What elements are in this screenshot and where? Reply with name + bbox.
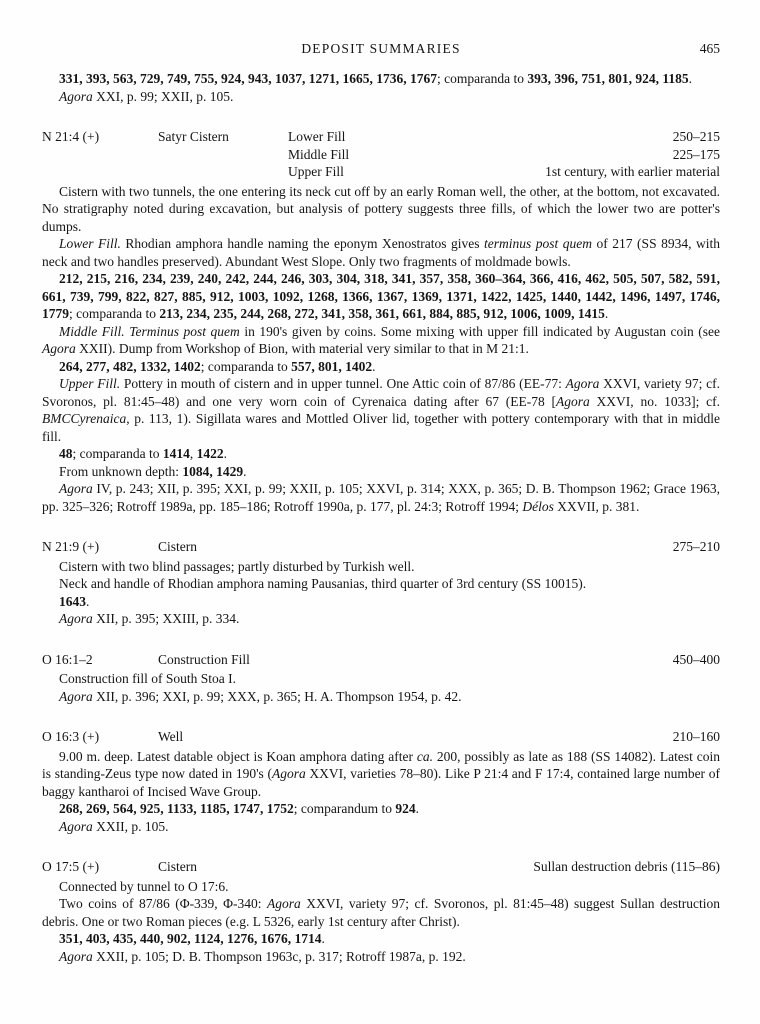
deposit-id: O 16:3 (+): [42, 729, 100, 744]
catalog-numbers-paragraph: 264, 277, 482, 1332, 1402; comparanda to 557, 801, 1402.: [59, 358, 376, 374]
deposit-section-o16-1-2: [42, 651, 720, 706]
catalog-numbers-paragraph: 212, 215, 216, 234, 239, 240, 242, 244, 246, 303, 304, 318, 341, 357, 358, 360–364, 366, 416, 462, 505, 507, 582, 591, 661, 739, 799, 822, 827, 885, 912, 1003, 1092, 1268, 1366, 1367, 1369, 1371, 1422, 1425, 1440, 1442, 1496, 1497, 1746, 1779; comparanda to 213, 234, 235, 244, 268, 272, 341, 358, 361, 661, 884, 885, 912, 1006, 1009, 1415.: [42, 271, 720, 321]
catalog-numbers-paragraph: 331, 393, 563, 729, 749, 755, 924, 943, 1037, 1271, 1665, 1736, 1767; comparanda to 393, 396, 751, 801, 924, 1185.: [59, 71, 692, 86]
deposit-name: Well: [158, 729, 184, 744]
page-header: [42, 40, 720, 58]
citation-paragraph: Agora XII, p. 396; XXI, p. 99; XXX, p. 365; H. A. Thompson 1954, p. 42.: [59, 688, 462, 704]
description-paragraph: 9.00 m. deep. Latest datable object is Koan amphora dating after ca. 200, possibly as late as 188 (SS 14082). Latest coin is standing-Zeus type now dated in 190's (Agora XXVI, varieties 78–80). Like P 21:4 and F 17:4, contained large number of baggy kantharoi of Incised Wave Group.: [42, 748, 720, 799]
deposit-name: Construction Fill: [158, 651, 250, 667]
deposit-name: Satyr Cistern: [158, 129, 229, 144]
catalog-numbers-paragraph: 48; comparanda to 1414, 1422.: [59, 446, 227, 461]
fill-row: [288, 163, 720, 181]
deposit-heading: [42, 858, 720, 876]
deposit-section-o17-5: [42, 858, 720, 965]
description-paragraph: Connected by tunnel to O 17:6.: [59, 878, 229, 894]
description-paragraph: Cistern with two blind passages; partly disturbed by Turkish well.: [59, 558, 415, 574]
deposit-section-o16-3: [42, 728, 720, 835]
deposit-heading: [42, 651, 720, 669]
deposit-id: O 16:1–2: [42, 651, 93, 667]
fill-date: 1st century, with earlier material: [545, 164, 720, 179]
fill-label: Middle Fill: [288, 146, 350, 162]
deposit-heading: [42, 538, 720, 556]
catalog-numbers-paragraph: 268, 269, 564, 925, 1133, 1185, 1747, 1752; comparandum to 924.: [59, 801, 419, 816]
fills-list: [288, 128, 720, 181]
deposit-date: Sullan destruction debris (115–86): [533, 859, 720, 874]
fill-description-paragraph: Lower Fill. Rhodian amphora handle naming the eponym Xenostratos gives terminus post quem of 217 (SS 8934, with neck and two handles preserved). Abundant West Slope. Only two fragments of moldmade bowls.: [42, 236, 720, 269]
fill-row: [288, 146, 720, 164]
fill-date: 250–215: [672, 129, 720, 144]
deposit-date: 210–160: [672, 729, 720, 744]
fill-label: Upper Fill: [288, 164, 344, 179]
page-number: 465: [699, 41, 720, 56]
continuation-block: [42, 70, 720, 105]
citation-paragraph: Agora XXI, p. 99; XXII, p. 105.: [59, 88, 234, 104]
citation-paragraph: Agora XII, p. 395; XXIII, p. 334.: [59, 611, 240, 626]
deposit-section-n21-9: [42, 538, 720, 628]
deposit-heading: [42, 128, 720, 181]
fill-label: Lower Fill: [288, 129, 346, 144]
citation-paragraph: Agora XXII, p. 105.: [59, 818, 169, 834]
deposit-date: 450–400: [672, 651, 720, 667]
fill-date: 225–175: [672, 146, 720, 162]
description-paragraph: Construction fill of South Stoa I.: [59, 671, 236, 686]
catalog-numbers-paragraph: 1643.: [59, 593, 90, 609]
catalog-numbers-paragraph: From unknown depth: 1084, 1429.: [59, 463, 247, 479]
deposit-id: N 21:9 (+): [42, 539, 100, 554]
deposit-name: Cistern: [158, 539, 197, 554]
deposit-id: N 21:4 (+): [42, 129, 100, 144]
fill-description-paragraph: Upper Fill. Pottery in mouth of cistern and in upper tunnel. One Attic coin of 87/86 (EE-77: Agora XXVI, variety 97; cf. Svoronos, pl. 81:45–48) and one very worn coin of Cyrenaica dating after 67 (EE-78 [Agora XXVI, no. 1033]; cf. BMCCyrenaica, p. 113, 1). Sigillata wares and Mottled Oliver lid, together with pottery contemporary with that in middle fill.: [42, 376, 720, 444]
citation-paragraph: Agora IV, p. 243; XII, p. 395; XXI, p. 99; XXII, p. 105; XXVI, p. 314; XXX, p. 365; D. B. Thompson 1962; Grace 1963, pp. 325–326; Rotroff 1989a, pp. 185–186; Rotroff 1990a, p. 177, pl. 24:3; Rotroff 1994; Délos XXVII, p. 381.: [42, 481, 720, 514]
deposit-id: O 17:5 (+): [42, 859, 100, 874]
fill-description-paragraph: Middle Fill. Terminus post quem in 190's given by coins. Some mixing with upper fill indicated by Augustan coin (see Agora XXII). Dump from Workshop of Bion, with material very similar to that in M 21:1.: [42, 323, 721, 356]
description-paragraph: Cistern with two tunnels, the one entering its neck cut off by an early Roman well, the other, at the bottom, not excavated. No stratigraphy noted during excavation, but analysis of pottery suggests three fills, of which the lower two are potter's dumps.: [42, 183, 720, 234]
running-head: DEPOSIT SUMMARIES: [301, 41, 461, 56]
description-paragraph: Two coins of 87/86 (Φ-339, Φ-340: Agora XXVI, variety 97; cf. Svoronos, pl. 81:45–48) suggest Sullan destruction debris. One or two Roman pieces (e.g. L 5326, early 1st century after Christ).: [42, 896, 720, 929]
deposit-date: 275–210: [672, 539, 720, 554]
deposit-heading: [42, 728, 720, 746]
deposit-name: Cistern: [158, 859, 197, 874]
deposit-section-n21-4: [42, 128, 720, 515]
catalog-numbers-paragraph: 351, 403, 435, 440, 902, 1124, 1276, 1676, 1714.: [59, 931, 325, 946]
description-paragraph: Neck and handle of Rhodian amphora naming Pausanias, third quarter of 3rd century (SS 10015).: [59, 576, 587, 591]
fill-row: [288, 128, 720, 146]
citation-paragraph: Agora XXII, p. 105; D. B. Thompson 1963c, p. 317; Rotroff 1987a, p. 192.: [59, 948, 466, 964]
